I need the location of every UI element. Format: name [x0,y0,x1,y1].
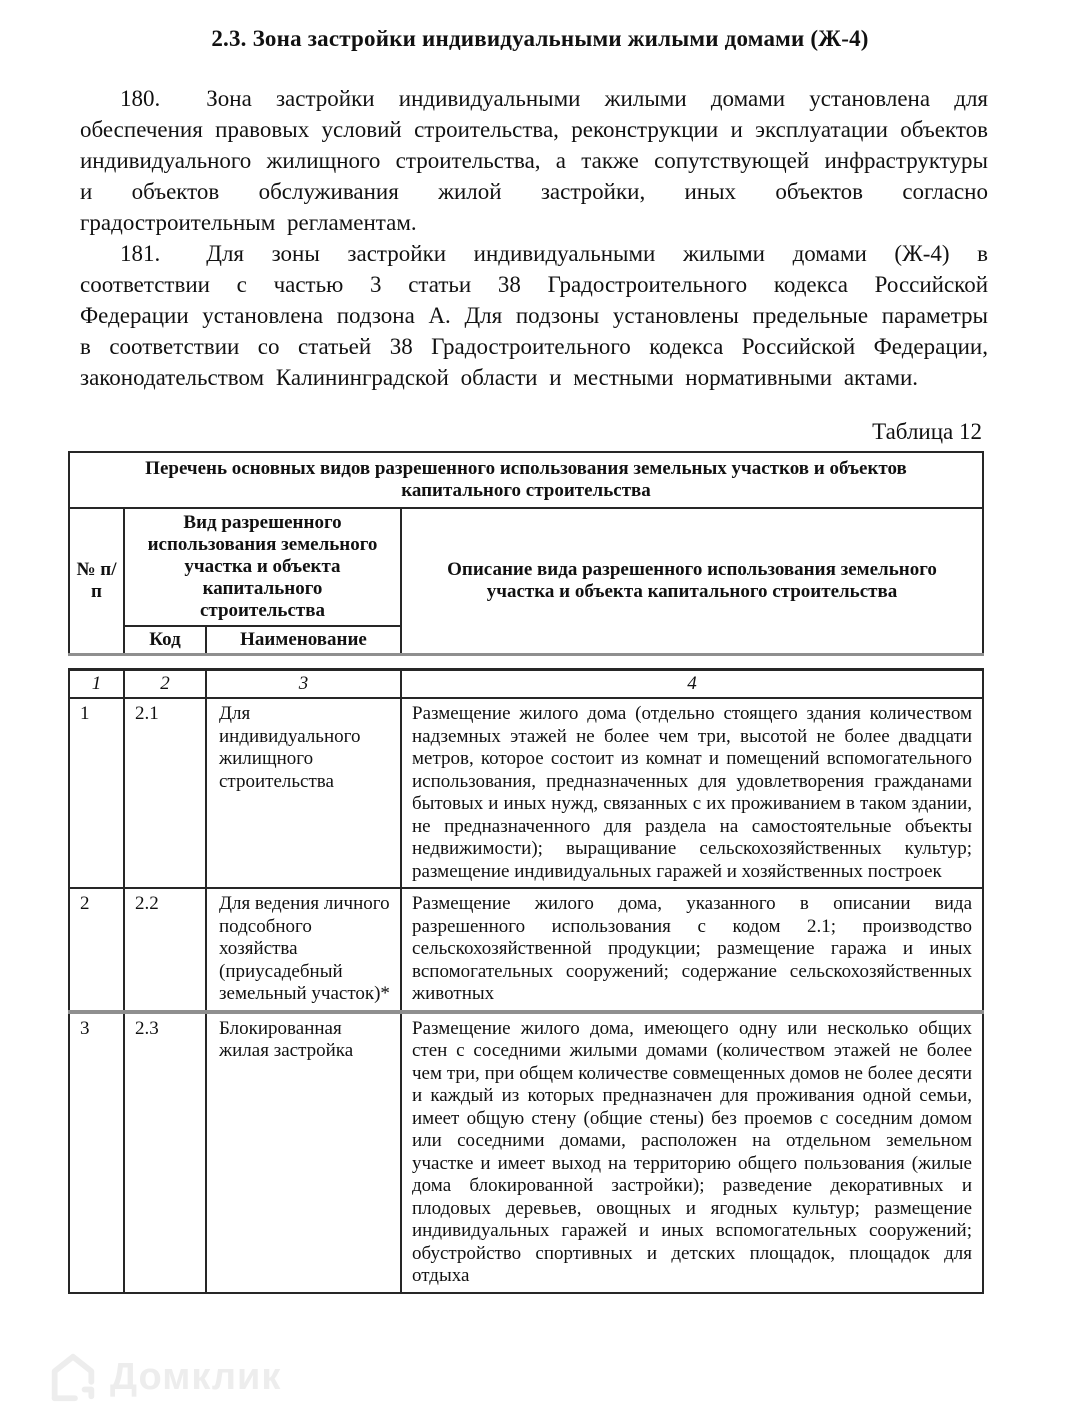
row-3-num: 3 [69,1012,124,1293]
page-title: 2.3. Зона застройки индивидуальными жилыми домами (Ж-4) [211,26,869,51]
table-row [69,698,983,888]
table-title-row [69,452,983,508]
domclick-watermark [46,1350,281,1404]
column-number-1: 1 [69,670,124,699]
paragraph-181-text: Для зоны застройки индивидуальными жилыми домами (Ж-4) в соответствии с частью 3 статьи 38 Градостроительного кодекса Российской Федерации установлена подзона А. Для подзоны установлены предельные параметры в соответствии со статьей 38 Градостроительного кодекса Российской Федерации, законодательством Калининградской области и местными нормативными актами. [80,241,988,390]
column-number-2: 2 [124,670,206,699]
table-row [69,888,983,1012]
row-2-name: Для ведения личного подсобного хозяйства (приусадебный земельный участок)* [206,888,401,1012]
table-row [69,1012,983,1293]
table-header-row [69,508,983,626]
paragraph-181-number: 181. [120,241,161,266]
watermark-label: Домклик [110,1355,282,1398]
column-header-code: Код [124,626,206,655]
row-2-description: Размещение жилого дома, указанного в описании вида разрешенного использования с кодом 2.1; производство сельскохозяйственной продукции; размещение гаража и иных вспомогательных сооружений; содержание сельскохозяйственных животных [401,888,983,1012]
row-1-code: 2.1 [124,698,206,888]
row-1-description: Размещение жилого дома (отдельно стоящего здания количеством надземных этажей не более чем три, высотой не более двадцати метров, которое состоит из комнат и помещений вспомогательного использования, предназначенных для удовлетворения гражданами бытовых и иных нужд, связанных с их проживанием в таком здании, не предназначенного для раздела на самостоятельные объекты недвижимости); выращивание сельскохозяйственных культур; размещение индивидуальных гаражей и хозяйственных построек [401,698,983,888]
paragraph-180-text: Зона застройки индивидуальными жилыми домами установлена для обеспечения правовых условий строительства, реконструкции и эксплуатации объектов индивидуального жилищного строительства, а также сопутствующей инфраструктуры и объектов обслуживания жилой застройки, иных объектов согласно градостроительным регламентам. [80,86,988,235]
row-3-name: Блокированная жилая застройка [206,1012,401,1293]
row-2-code: 2.2 [124,888,206,1012]
column-header-kind: Вид разрешенного использования земельного участка и объекта капитального строительства [124,508,401,626]
domclick-house-icon [46,1350,100,1404]
row-3-description: Размещение жилого дома, имеющего одну или несколько общих стен с соседними жилыми домами (количеством этажей не более чем три, при общем количестве совмещенных домов не более десяти и каждый из которых предназначен для проживания одной семьи, имеет общую стену (общие стены) без проемов с соседним домом или соседними домами, расположен на отдельном земельном участке и имеет выход на территорию общего пользования (жилые дома блокированной застройки); разведение декоративных и плодовых деревьев, овощных и ягодных культур; размещение индивидуальных гаражей и иных вспомогательных сооружений; обустройство спортивных и детских площадок, площадок для отдыха [401,1012,983,1293]
row-3-code: 2.3 [124,1012,206,1293]
column-number-3: 3 [206,670,401,699]
paragraph-180-number: 180. [120,86,161,111]
permitted-use-table-header [68,451,984,656]
column-number-4: 4 [401,670,983,699]
paragraph-180 [80,83,988,238]
row-2-num: 2 [69,888,124,1012]
column-number-row [69,670,983,699]
table-caption: Таблица 12 [872,419,982,444]
table-title: Перечень основных видов разрешенного использования земельных участков и объектов капитального строительства [69,452,983,508]
column-header-num: № п/п [69,508,124,655]
row-1-name: Для индивидуального жилищного строительства [206,698,401,888]
column-header-name: Наименование [206,626,401,655]
permitted-use-table-body [68,668,984,1294]
column-header-description: Описание вида разрешенного использования земельного участка и объекта капитального строительства [401,508,983,655]
paragraph-181 [80,238,988,393]
row-1-num: 1 [69,698,124,888]
